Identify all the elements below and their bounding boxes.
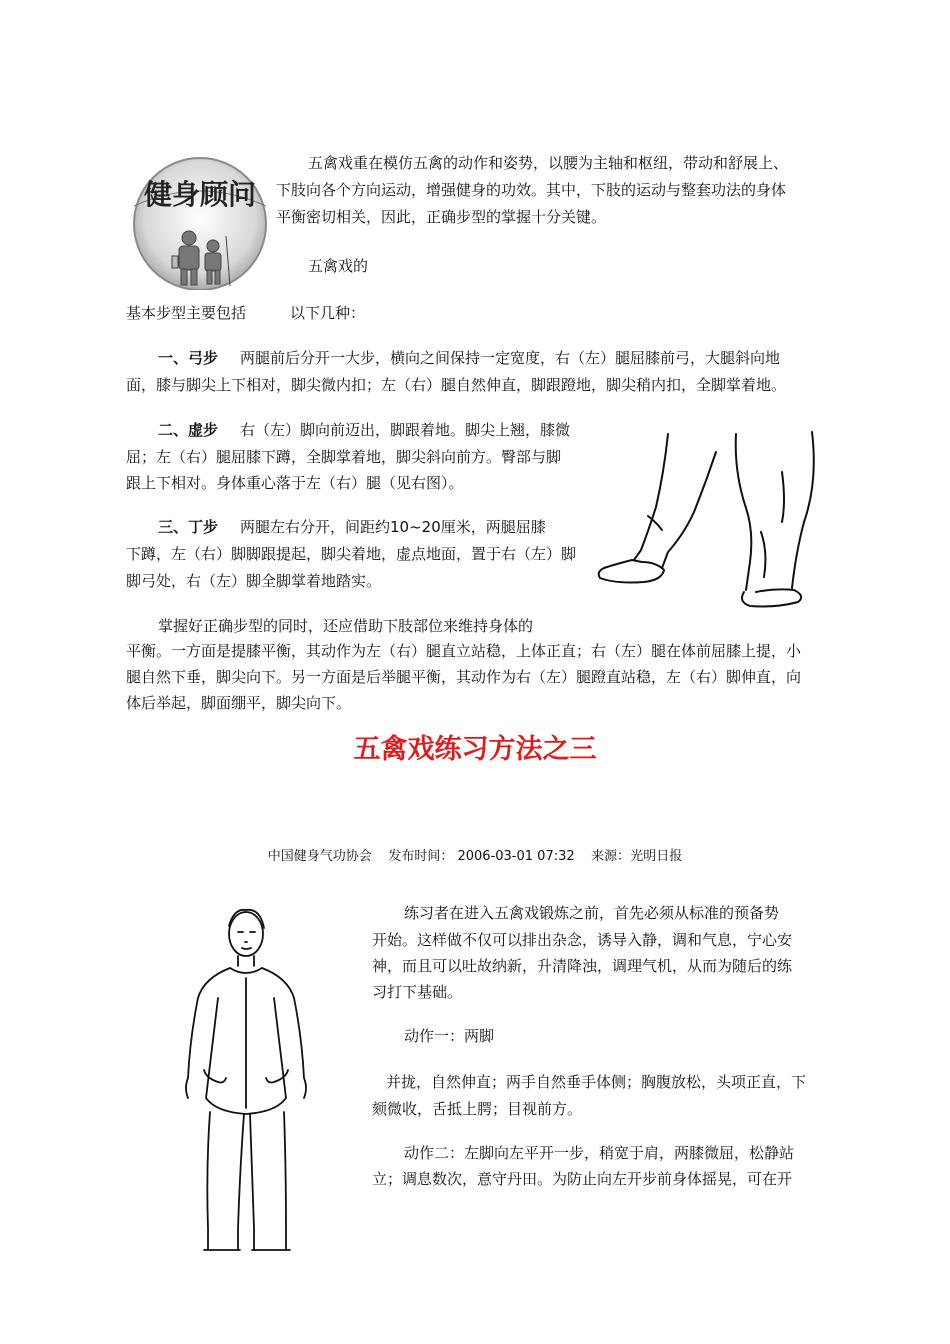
practice-line: 习打下基础。	[372, 983, 463, 1001]
step-label-ding: 三、丁步	[158, 518, 219, 536]
meta-time: 2006-03-01 07:32	[457, 849, 575, 864]
article-title: 五禽戏练习方法之三	[353, 734, 597, 765]
intro-line: 以下几种：	[290, 304, 366, 322]
intro-line: 五禽戏的	[308, 257, 369, 275]
intro-line: 下肢向各个方向运动，增强健身的功效。其中，下肢的运动与整套功法的身体	[276, 181, 787, 199]
step-text: 跟上下相对。身体重心落于左（右）腿（见右图）。	[126, 474, 464, 492]
step-text: 脚弓处，右（左）脚全脚掌着地踏实。	[126, 572, 382, 590]
meta-source-label: 来源：	[591, 849, 631, 864]
step-text: 两腿前后分开一大步，横向之间保持一定宽度，右（左）腿屈膝前弓，大腿斜向地	[240, 349, 781, 367]
practice-line: 颏微收，舌抵上腭；目视前方。	[372, 1100, 583, 1118]
balance-line: 平衡。一方面是提膝平衡，其动作为左（右）腿直立站稳，上体正直；右（左）腿在体前屈膝上提，小	[126, 642, 802, 660]
logo-text: 健身顾问	[143, 178, 257, 211]
action-two-text: 动作二：左脚向左平开一步，稍宽于肩，两膝微屈，松静站	[404, 1144, 795, 1162]
action-one-label: 动作一：两脚	[404, 1027, 495, 1045]
intro-line: 平衡密切相关，因此，正确步型的掌握十分关键。	[276, 208, 607, 226]
ready-posture-illustration	[126, 898, 368, 1256]
step-text: 右（左）脚向前迈出，脚跟着地。脚尖上翘，膝微	[240, 421, 571, 439]
step-label-xu: 二、虚步	[158, 421, 219, 439]
step-label-gong: 一、弓步	[158, 349, 219, 367]
intro-line: 五禽戏重在模仿五禽的动作和姿势，以腰为主轴和枢纽，带动和舒展上、	[308, 154, 789, 172]
practice-line: 并拢，自然伸直；两手自然垂手体侧；胸腹放松，头项正直，下	[386, 1073, 807, 1091]
practice-line: 立；调息数次，意守丹田。为防止向左开步前身体摇晃，可在开	[372, 1170, 793, 1188]
balance-line: 掌握好正确步型的同时，还应借助下肢部位来维持身体的	[158, 617, 534, 635]
balance-line: 体后举起，脚面绷平，脚尖向下。	[126, 694, 352, 712]
practice-line: 练习者在进入五禽戏锻炼之前，首先必须从标准的预备势	[404, 904, 780, 922]
empty-stance-illustration	[586, 412, 824, 618]
intro-line: 基本步型主要包括	[126, 304, 247, 322]
step-text: 屈；左（右）腿屈膝下蹲，全脚掌着地，脚尖斜向前方。臀部与脚	[126, 448, 562, 466]
step-text: 两腿左右分开，间距约10~20厘米，两腿屈膝	[240, 518, 546, 536]
step-text: 下蹲，左（右）脚脚跟提起，脚尖着地，虚点地面，置于右（左）脚	[126, 545, 577, 563]
balance-line: 腿自然下垂，脚尖向下。另一方面是后举腿平衡，其动作为右（左）腿蹬直站稳，左（右）脚伸直，向	[126, 668, 802, 686]
article-meta	[0, 845, 950, 864]
step-text: 面，膝与脚尖上下相对，脚尖微内扣；左（右）腿自然伸直，脚跟蹬地，脚尖稍内扣，全脚掌着地。	[126, 376, 787, 394]
meta-org: 中国健身气功协会	[267, 849, 372, 864]
meta-source: 光明日报	[630, 849, 683, 864]
meta-time-label: 发布时间：	[388, 849, 454, 864]
practice-line: 神，而且可以吐故纳新，升清降浊，调理气机，从而为随后的练	[372, 957, 793, 975]
health-advisor-logo	[126, 156, 268, 290]
practice-line: 开始。这样做不仅可以排出杂念，诱导入静，调和气息，宁心安	[372, 931, 793, 949]
